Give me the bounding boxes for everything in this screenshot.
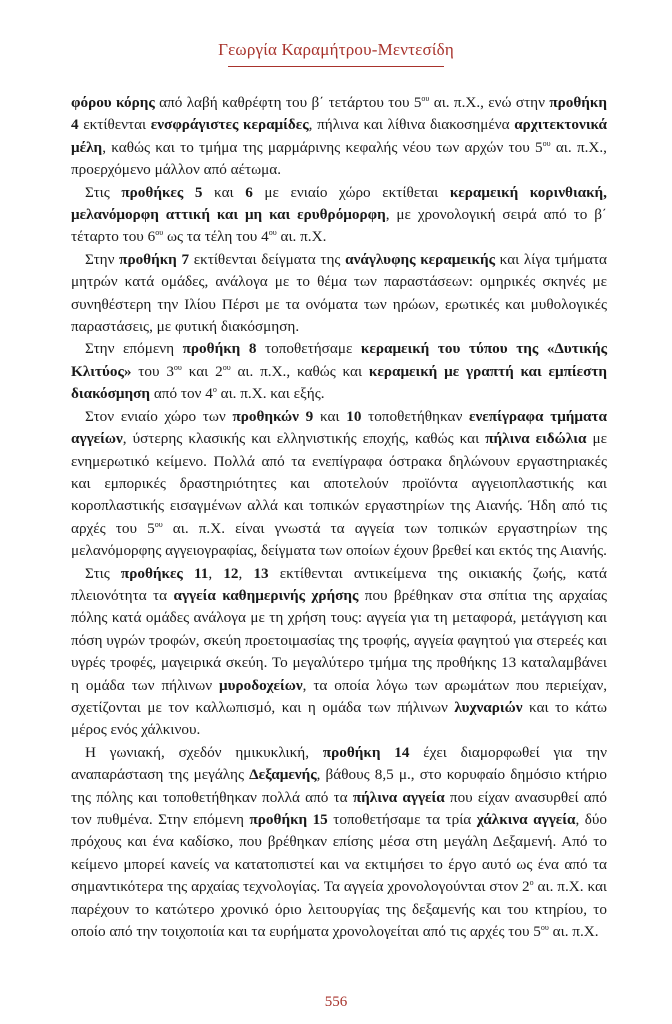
superscript-ordinal: ου [421, 94, 430, 103]
text-run: αι. π.Χ., προερχόμενο μάλλον από αέτωμα. [71, 138, 607, 179]
text-run: , [208, 564, 224, 582]
paragraph [71, 249, 607, 339]
text-run: με ενημερωτικό κείμενο. Πολλά από τα ενεπίγραφα όστρακα δηλώνουν εργαστηριακές και εμπορικές δραστηριότητες και αποτελούν προϊόντα αγγειοπλαστικής και κοροπλαστικής εισαγμένων αλλά και τοπικών εργαστηρίων της Αιανής. Ήδη από τις αρχές του 5 [71, 430, 607, 537]
text-run: που είχαν ανασυρθεί από τον πυθμένα. Στην επόμενη [71, 788, 607, 828]
bold-term: κεραμεική κορινθιακή, μελανόμορφη αττική και μη και ερυθρόμορφη [71, 183, 607, 224]
bold-term: προθήκες 5 [121, 183, 203, 201]
bold-term: χάλκινα αγγεία [476, 811, 576, 828]
text-run: αι. π.Χ. [276, 228, 327, 246]
bold-term: πήλινα ειδώλια [485, 430, 587, 448]
text-run: Στον ενιαίο χώρο των [85, 407, 233, 425]
text-run: και το κάτω μέρος ενός χάλκινου. [71, 698, 607, 739]
text-run: Στην επόμενη [85, 340, 183, 358]
paragraph [71, 182, 607, 249]
text-run: αι. π.Χ. [548, 923, 599, 941]
text-run: , τα οποία λόγω των αρωμάτων που περιείχαν, σχετίζονται με τον καλλωπισμό, και η ομάδα των πήλινων [71, 676, 607, 716]
superscript-ordinal: ου [154, 519, 163, 529]
text-run: Στην [85, 250, 120, 268]
bold-term: Δεξαμενής [249, 766, 317, 784]
bold-term: προθήκη 4 [71, 94, 607, 134]
bold-term: κεραμεική του τύπου της «Δυτικής Κλιτύος» [71, 340, 607, 380]
text-run: και [313, 407, 347, 425]
running-head: Γεωργία Καραμήτρου-Μεντεσίδη [218, 40, 454, 59]
text-run: αι. π.Χ., καθώς και [230, 362, 369, 380]
bold-term: αρχιτεκτονικά μέλη [71, 116, 607, 156]
text-run: , βάθους 8,5 μ., στο κορυφαίο δημόσιο κτήριο της πόλης και τοποθετήθηκαν πολλά από τα [71, 766, 607, 806]
superscript-ordinal: ου [540, 923, 549, 933]
body-text [71, 92, 607, 943]
text-run: εκτίθενται [78, 116, 151, 134]
bold-term: προθήκη 7 [119, 250, 190, 268]
bold-term: 12 [223, 564, 239, 582]
text-run: και 2 [181, 362, 223, 380]
bold-term: προθήκη 8 [182, 340, 257, 358]
paragraph [71, 92, 607, 182]
text-run: αι. π.Χ. και παρέχουν το κατώτερο χρονικό όριο λειτουργίας της δεξαμενής και του κτηρίου, το οποίο από την τοιχοποιία και τα ευρήματα χρονολογείται από τις αρχές του 5 [71, 878, 608, 941]
bold-term: κεραμεική με γραπτή και εμπίεστη διακόσμηση [71, 362, 607, 403]
bold-term: ενεπίγραφα τμήματα αγγείων [71, 407, 607, 448]
text-run: τοποθετήσαμε [256, 340, 361, 358]
paragraph [71, 338, 607, 405]
superscript-ordinal: ου [173, 362, 182, 372]
text-run: αι. π.Χ., ενώ στην [429, 94, 550, 111]
text-run: , καθώς και το τμήμα της μαρμάρινης κεφαλής νέου των αρχών του 5 [102, 138, 543, 156]
bold-term: προθηκών 9 [232, 407, 314, 425]
bold-term: λυχναριών [454, 698, 523, 716]
superscript-ordinal: ου [155, 228, 164, 238]
bold-term: προθήκη 15 [249, 811, 328, 828]
bold-term: μυροδοχείων [219, 676, 303, 694]
text-run: έχει διαμορφωθεί για την αναπαράσταση της μεγάλης [71, 743, 607, 784]
text-run: , πήλινα και λίθινα διακοσημένα [308, 116, 515, 134]
text-run: και [202, 183, 246, 201]
bold-term: ενσφράγιστες κεραμίδες [150, 116, 309, 134]
text-run: αι. π.Χ. και εξής. [216, 385, 325, 403]
text-run: εκτίθενται αντικείμενα της οικιακής ζωής, κατά πλειονότητα τα [71, 564, 607, 604]
text-run: ως τα τέλη του 4 [163, 228, 269, 246]
bold-term: προθήκη 14 [322, 743, 410, 761]
bold-term: προθήκες 11 [120, 564, 209, 582]
text-run: τοποθετήθηκαν [361, 407, 470, 425]
text-run: από λαβή καθρέφτη του β΄ τετάρτου του 5 [154, 94, 422, 111]
bold-term: πήλινα αγγεία [352, 788, 445, 806]
bold-term: αγγεία καθημερινής χρήσης [173, 586, 359, 604]
text-run: αι. π.Χ. είναι γνωστά τα αγγεία των τοπικών εργαστηρίων της μελανόμορφης αγγειογραφίας, δείγματα των οποίων έχουν βρεθεί και εκτός της Αιανής. [71, 519, 607, 560]
bold-term: φόρου κόρης [71, 94, 155, 111]
paragraph [71, 406, 607, 563]
text-run: του 3 [131, 362, 174, 380]
text-run: Η γωνιακή, σχεδόν ημικυκλική, [85, 743, 323, 761]
text-run: , [238, 564, 254, 582]
paragraph [71, 742, 607, 944]
paragraph [71, 563, 607, 742]
bold-term: ανάγλυφης κεραμεικής [345, 250, 496, 268]
text-run: από τον 4 [150, 385, 213, 403]
text-run: και λίγα τμήματα μητρών κατά ομάδες, ανάλογα με το θέμα των παραστάσεων: ομηρικές σκηνές με συνηθέστερη την Ιλίου Πέρσι με τα ονόματα των ηρώων, ερωτικές και μυθολογικές παραστάσεις, με φυτική διακόσμηση. [71, 250, 608, 336]
superscript-ordinal: ου [222, 362, 231, 372]
text-run: , με χρονολογική σειρά από το β΄ τέταρτο του 6 [71, 206, 607, 246]
text-run: , ύστερης κλασικής και ελληνιστικής εποχής, καθώς και [122, 430, 486, 448]
superscript-ordinal: ου [268, 228, 277, 238]
text-run: Στις [85, 564, 121, 582]
text-run: εκτίθενται δείγματα της [189, 250, 346, 268]
bold-term: 13 [253, 564, 269, 582]
superscript-ordinal: ο [529, 878, 534, 888]
text-run: με ενιαίο χώρο εκτίθεται [252, 183, 450, 201]
text-run: , δύο πρόχους και ένα καδίσκο, που βρέθηκαν επίσης μέσα στη μεγάλη Δεξαμενή. Από το κείμενο μπορεί κανείς να κατατοπιστεί και να εκτιμήσει το έργο αυτό ως ένα από τα σημαντικότερα της αρχαίας τεχνολογίας. Τα αγγεία χρονολογούνται στον 2 [71, 811, 608, 896]
superscript-ordinal: ου [542, 138, 551, 148]
page-number: 556 [324, 994, 348, 1010]
superscript-ordinal: ο [212, 385, 217, 395]
running-head-rule [228, 66, 444, 67]
text-run: τοποθετήσαμε τα τρία [327, 811, 477, 828]
bold-term: 10 [346, 407, 362, 425]
text-run: Στις [85, 183, 122, 201]
bold-term: 6 [245, 183, 253, 201]
text-run: που βρέθηκαν στα σπίτια της αρχαίας πόλης κατά ομάδες ανάλογα με τη χρήση τους: αγγεία για τη μεταφορά, μετάγγιση και πόση υγρών τροφών, σκεύη προετοιμασίας της τροφής, αγγεία φαγητού για στερεές και υγρές τροφές, μαγειρικά σκεύη. Το μεγαλύτερο τμήμα της προθήκης 13 καταλαμβάνει η ομάδα των πήλινων [71, 586, 607, 694]
